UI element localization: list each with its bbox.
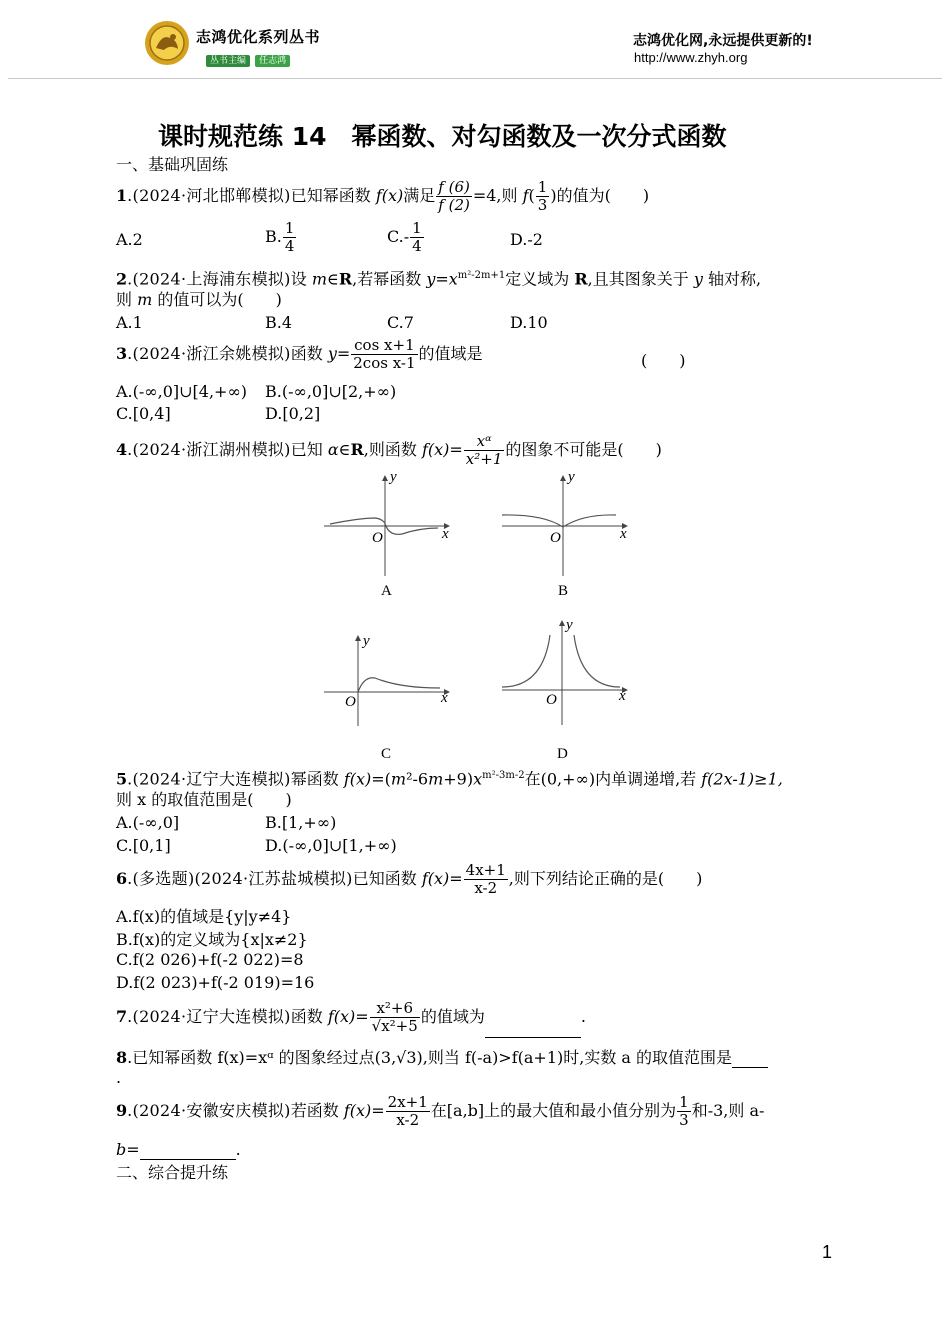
chief-name: 任志鸿 <box>255 55 290 67</box>
question-9: 9.(2024·安徽安庆模拟)若函数 f(x)= $\frac{2x+1}{x-2}$ 在[a,b]上的最大值和最小值分别为 $\frac{1}{3}$ 和-3,则 a- <box>116 1093 765 1129</box>
q6-option-b: B.f(x)的定义域为{x|x≠2} <box>116 930 308 949</box>
graph-d-label: D <box>557 746 568 762</box>
question-2-line2: 则 m 的值可以为( ) <box>116 290 282 309</box>
q1-option-d: D.-2 <box>510 230 543 249</box>
question-3: 3.(2024·浙江余姚模拟)函数 y= $\frac{\text{cos x+1}}{\text{2cos x-1}}$ 的值域是 <box>116 336 483 372</box>
question-5: 5.(2024·辽宁大连模拟)幂函数 $f(x)=(m^2-6m+9)x^{m^2-3m-2}$在(0,+∞)内单调递增,若 f(2x-1)≥1, <box>116 769 783 789</box>
header-url[interactable]: http://www.zhyh.org <box>634 50 748 65</box>
question-8-end: . <box>116 1068 122 1087</box>
graph-c-y: y <box>363 633 370 649</box>
graph-a-y: y <box>390 469 397 485</box>
graph-a-label: A <box>381 583 392 599</box>
graph-b-x: x <box>620 526 627 542</box>
graph-c-origin: O <box>345 694 356 710</box>
q2-option-a: A.1 <box>116 313 143 332</box>
q7-answer-blank[interactable] <box>485 1021 581 1038</box>
section-basic: 一、基础巩固练 <box>116 155 229 174</box>
header <box>0 0 950 80</box>
q5-option-c: C.[0,1] <box>116 836 171 855</box>
graph-d-x: x <box>619 688 626 704</box>
graph-b-label: B <box>558 583 569 599</box>
logo-emblem-icon <box>144 20 190 66</box>
question-9-line2: b= . <box>116 1140 241 1159</box>
q2-option-b: B.4 <box>265 313 293 332</box>
graph-c-label: C <box>381 746 392 762</box>
q3-option-a: A.(-∞,0]∪[4,+∞) <box>116 382 248 401</box>
q3-option-c: C.[0,4] <box>116 404 171 423</box>
chief-label: 丛书主编 <box>206 55 250 67</box>
question-6: 6.(多选题)(2024·江苏盐城模拟)已知函数 f(x)= $\frac{4x+1}{x-2}$ ,则下列结论正确的是( ) <box>116 861 703 897</box>
question-8: 8.已知幂函数 f(x)=xᵅ 的图象经过点(3,√3),则当 f(-a)>f(a+1)时,实数 a 的取值范围是 <box>116 1048 768 1068</box>
q5-option-a: A.(-∞,0] <box>116 813 180 832</box>
graph-a <box>320 470 460 580</box>
q6-option-c: C.f(2 026)+f(-2 022)=8 <box>116 950 304 969</box>
q1-option-a: A.2 <box>116 230 143 249</box>
q5-option-b: B.[1,+∞) <box>265 813 337 832</box>
graph-d-origin: O <box>546 692 557 708</box>
q3-paren: ( ) <box>641 351 686 370</box>
graph-b <box>498 470 638 580</box>
header-divider <box>8 78 942 79</box>
q6-option-d: D.f(2 023)+f(-2 019)=16 <box>116 973 315 992</box>
q2-option-c: C.7 <box>387 313 414 332</box>
graph-d-y: y <box>566 617 573 633</box>
q1-option-b: B. $\frac{1}{4}$ <box>265 219 295 255</box>
section-advanced: 二、综合提升练 <box>116 1163 229 1182</box>
q3-option-d: D.[0,2] <box>265 404 321 423</box>
q5-option-d: D.(-∞,0]∪[1,+∞) <box>265 836 397 855</box>
header-slogan: 志鸿优化网,永远提供更新的! <box>633 33 813 49</box>
page-title: 课时规范练 14 幂函数、对勾函数及一次分式函数 <box>158 122 727 151</box>
question-2: 2.(2024·上海浦东模拟)设 m∈R,若幂函数 $y=x^{m^2-2m+1}$定义域为 R,且其图象关于 y 轴对称, <box>116 269 762 289</box>
graph-a-origin: O <box>372 530 383 546</box>
q9-answer-blank[interactable] <box>140 1143 236 1160</box>
question-5-line2: 则 x 的取值范围是( ) <box>116 790 292 809</box>
question-7: 7.(2024·辽宁大连模拟)函数 f(x)= $\frac{\text{x²+6}}{\text{√x²+5}}$ 的值域为 . <box>116 996 586 1038</box>
q8-answer-blank[interactable] <box>732 1051 768 1068</box>
q2-option-d: D.10 <box>510 313 548 332</box>
q1-option-c: C.- $\frac{1}{4}$ <box>387 219 422 255</box>
page-number: 1 <box>822 1242 833 1262</box>
brand-subtitle <box>206 48 290 67</box>
graph-c <box>320 630 460 730</box>
q3-option-b: B.(-∞,0]∪[2,+∞) <box>265 382 397 401</box>
graph-a-x: x <box>442 526 449 542</box>
question-4: 4.(2024·浙江湖州模拟)已知 α∈R,则函数 f(x)= $\frac{\text{xᵅ}}{\text{x²+1}}$ 的图象不可能是( ) <box>116 432 662 468</box>
graph-b-y: y <box>568 469 575 485</box>
q6-option-a: A.f(x)的值域是{y|y≠4} <box>116 907 292 926</box>
graph-b-origin: O <box>550 530 561 546</box>
brand-title: 志鸿优化系列丛书 <box>196 28 321 46</box>
question-1: 1.(2024·河北邯郸模拟)已知幂函数 f(x)满足 $\frac{f (6)}{f (2)}$ =4,则 f( $\frac{1}{3}$ )的值为( ) <box>116 178 650 214</box>
graph-c-x: x <box>441 690 448 706</box>
